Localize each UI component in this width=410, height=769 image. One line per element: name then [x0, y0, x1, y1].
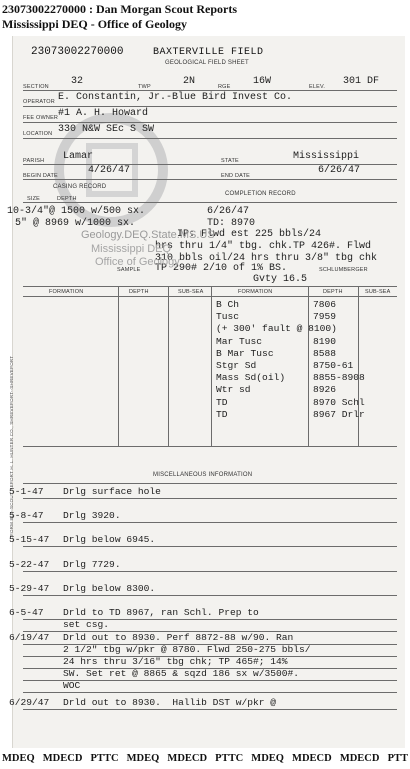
depth-col-1: DEPTH: [129, 289, 149, 295]
formation-depth: 8750-61: [313, 360, 354, 371]
misc-entry-continued: [9, 656, 359, 668]
misc-entry: [9, 534, 359, 546]
completion-gravity: Gvty 16.5: [253, 274, 308, 285]
formation-name: TD: [216, 408, 228, 420]
footer-item: PTTC: [215, 753, 244, 764]
footer-item: MDECD: [292, 753, 332, 764]
location-label: LOCATION: [23, 131, 53, 137]
completion-date: 6/26/47: [207, 206, 250, 217]
completion-ip: IP: Flwd est 225 bbls/24: [177, 229, 322, 240]
misc-date: 5-1-47: [9, 486, 44, 497]
formation-name: B Ch: [216, 299, 240, 310]
formation-depth: 8926: [313, 384, 337, 396]
state-label: STATE: [221, 158, 239, 164]
rge-value: 16W: [253, 76, 272, 87]
report-title: 23073002270000 : Dan Morgan Scout Reports: [2, 2, 237, 16]
formation-depth: 7959: [313, 311, 337, 323]
begin-date-value: 4/26/47: [88, 165, 131, 176]
casing-size: 5": [15, 218, 28, 229]
scout-card: [7, 36, 405, 748]
section-value: 32: [71, 76, 84, 87]
formation-name: Stgr Sd: [216, 360, 257, 371]
misc-entry-continued: [9, 619, 359, 631]
misc-text: Drld out to 8930. Perf 8872-88 w/90. Ran: [63, 632, 294, 643]
misc-date: 5-29-47: [9, 583, 50, 594]
formation-name: Mar Tusc: [216, 335, 263, 347]
footer-item: MDEQ: [251, 753, 284, 764]
depth-col-2: DEPTH: [323, 289, 343, 295]
completion-line-6: TP 290# 2/10 of 1% BS.: [155, 263, 288, 274]
formation-depth: 8190: [313, 335, 337, 347]
misc-text: set csg.: [63, 619, 110, 630]
schlumberger-label: SCHLUMBERGER: [319, 267, 368, 273]
subsea-col-2: SUB-SEA: [365, 289, 391, 295]
operator-value: E. Constantin, Jr.-Blue Bird Invest Co.: [58, 92, 293, 103]
misc-date: 5-8-47: [9, 510, 44, 521]
report-subtitle: Mississippi DEQ - Office of Geology: [2, 17, 187, 31]
misc-entry-continued: [9, 644, 359, 656]
formation-depth: 7806: [313, 299, 337, 310]
misc-text: Drlg 7729.: [63, 559, 121, 570]
casing-size-label: SIZE: [27, 196, 41, 202]
section-label: SECTION: [23, 84, 49, 90]
misc-entry: [9, 697, 359, 709]
completion-td: TD: 8970: [207, 218, 256, 229]
misc-entry: [9, 559, 359, 571]
twp-label: TWP: [138, 84, 151, 90]
formation-col-1: FORMATION: [49, 289, 84, 295]
watermark-line-2: Mississippi DEQ: [91, 243, 172, 255]
footer-item: MDECD: [339, 753, 380, 764]
footer-item: MDECD: [167, 753, 208, 764]
misc-entry: [9, 486, 359, 498]
formation-name: TD: [216, 396, 228, 408]
operator-label: OPERATOR: [23, 99, 55, 105]
footer-bar: [0, 753, 410, 764]
state-value: Mississippi: [293, 151, 360, 162]
misc-text: 2 1/2" tbg w/pkr @ 8780. Flwd 250-275 bbls/: [63, 644, 311, 655]
sheet-title: GEOLOGICAL FIELD SHEET: [165, 60, 249, 66]
formation-name: (+ 300' fault @ 8100): [216, 323, 337, 335]
fee-owner-label: FEE OWNER: [23, 115, 59, 121]
elev-label: ELEV.: [309, 84, 326, 90]
formation-name: Wtr sd: [216, 384, 251, 396]
misc-entry-continued: [9, 668, 359, 680]
end-date-label: END DATE: [221, 173, 251, 179]
formation-name: Mass Sd(oil): [216, 372, 286, 384]
casing-record-label: CASING RECORD: [53, 184, 107, 190]
completion-line-4: hrs thru 1/4" tbg. chk.TP 426#. Flwd: [155, 241, 372, 252]
casing-size: 10-3/4": [7, 206, 50, 217]
fee-owner-value: #1 A. H. Howard: [58, 108, 149, 119]
misc-text: Drlg below 8300.: [63, 583, 156, 594]
formation-name: Tusc: [216, 311, 240, 323]
watermark-url: Geology.DEQ.State.MS.US: [81, 229, 215, 241]
misc-text: Drlg 3920.: [63, 510, 121, 521]
begin-date-label: BEGIN DATE: [23, 173, 58, 179]
footer-item: MDEQ: [126, 753, 160, 764]
end-date-value: 6/26/47: [318, 165, 361, 176]
formation-depth: 8970 Schl: [313, 396, 365, 408]
footer-item: MDECD: [42, 753, 83, 764]
casing-depth: @ 8969 w/1000 sx.: [33, 218, 136, 229]
misc-date: 6-5-47: [9, 607, 44, 618]
watermark-line-3: Office of Geology: [95, 256, 180, 268]
footer-item: PTT: [387, 753, 408, 764]
casing-row-1: [7, 206, 145, 217]
misc-text: 24 hrs thru 3/16" tbg chk; TP 465#; 14%: [63, 656, 288, 667]
field-name: BAXTERVILLE FIELD: [153, 47, 264, 58]
misc-text: Drlg below 6945.: [63, 534, 156, 545]
rge-label: RGE: [218, 84, 231, 90]
api-number: 23073002270000: [31, 46, 124, 58]
misc-text: Drlg surface hole: [63, 486, 161, 497]
misc-text: WOC: [63, 680, 81, 691]
parish-value: Lamar: [63, 151, 94, 162]
misc-date: 6/29/47: [9, 697, 50, 708]
casing-depth: @ 1500 w/500 sx.: [49, 206, 146, 217]
completion-line-5: 310 bbls oil/24 hrs thru 3/8" tbg chk: [155, 253, 378, 264]
footer-item: MDEQ: [2, 753, 35, 764]
misc-entry: [9, 632, 359, 644]
twp-value: 2N: [183, 76, 196, 87]
formation-col-2: FORMATION: [238, 289, 273, 295]
location-value: 330 N&W SEc S SW: [58, 124, 155, 135]
misc-text: Drld out to 8930. Hallib DST w/pkr @: [63, 697, 277, 708]
misc-text: SW. Set ret @ 8865 & sqzd 186 sx w/3500#.: [63, 668, 300, 679]
formation-depth: 8855-8908: [313, 372, 365, 384]
footer-item: PTTC: [90, 753, 119, 764]
sample-label: SAMPLE: [117, 267, 141, 273]
misc-entry-continued: [9, 680, 359, 692]
subsea-col-1: SUB-SEA: [178, 289, 204, 295]
misc-date: 6/19/47: [9, 632, 50, 643]
formation-depth: 8588: [313, 347, 337, 359]
casing-row-2: [15, 218, 135, 229]
elev-value: 301 DF: [343, 76, 380, 87]
formation-depth: 8967 Drlr: [313, 408, 365, 420]
misc-text: Drld to TD 8967, ran Schl. Prep to: [63, 607, 259, 618]
misc-entry: [9, 510, 359, 522]
misc-entry: [9, 607, 359, 619]
misc-date: 5-22-47: [9, 559, 50, 570]
parish-label: PARISH: [23, 158, 45, 164]
form-side-note: FORM 812--SCOUT REPORT H. L. HUNTER CO., SHREVEPORT--SHREVEPORT: [9, 355, 14, 536]
completion-record-label: COMPLETION RECORD: [225, 191, 296, 197]
misc-entry: [9, 583, 359, 595]
misc-date: 5-15-47: [9, 534, 50, 545]
casing-depth-label: DEPTH: [57, 196, 77, 202]
formation-name: B Mar Tusc: [216, 347, 274, 359]
misc-info-heading: MISCELLANEOUS INFORMATION: [153, 472, 253, 478]
